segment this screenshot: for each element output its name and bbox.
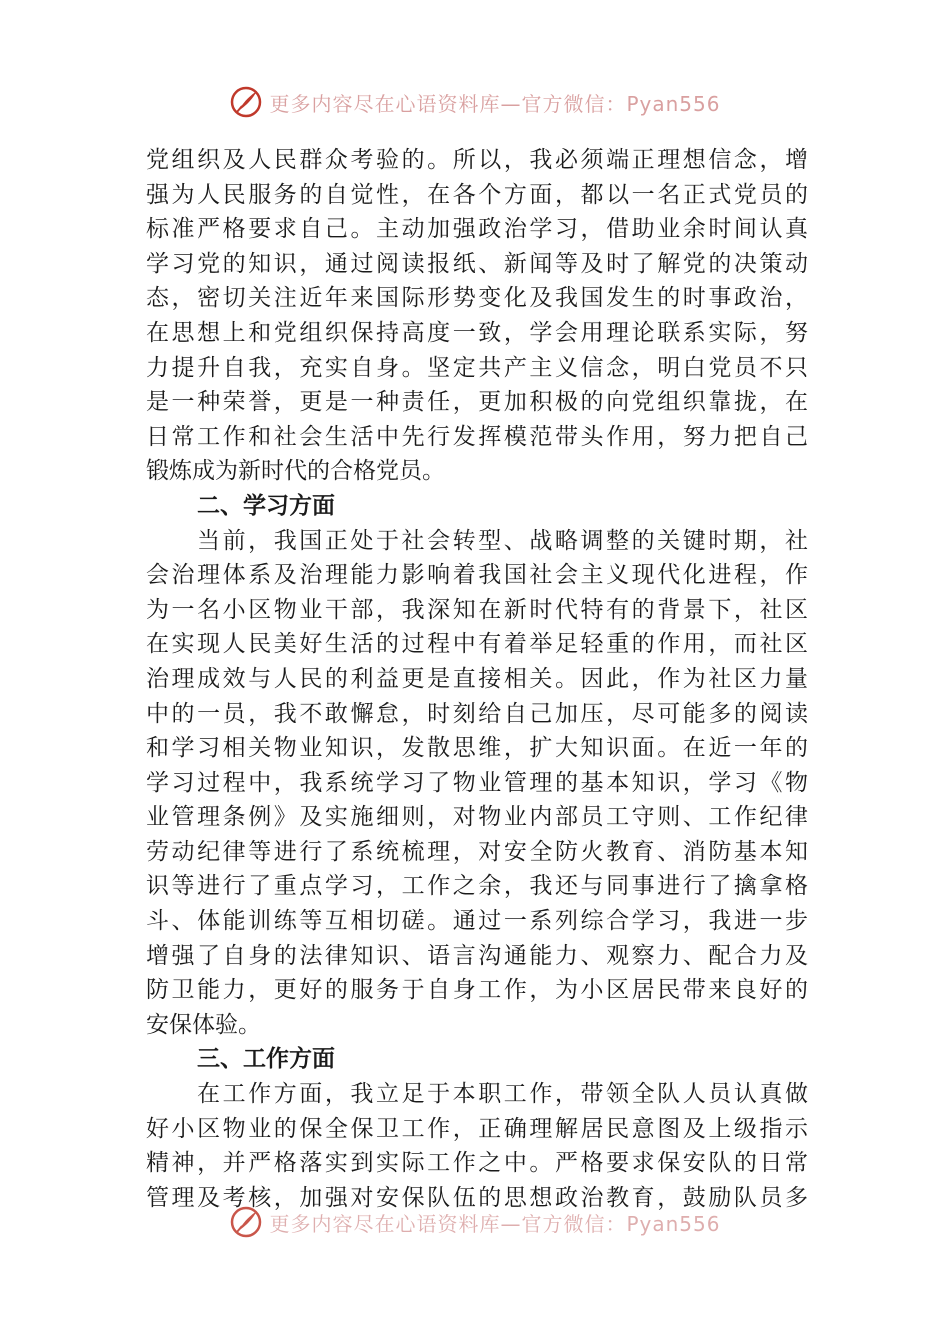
- text-line: 管理及考核，加强对安保队伍的思想政治教育，鼓励队员多: [146, 1184, 808, 1211]
- text-line: 党组织及人民群众考验的。所以，我必须端正理想信念，增: [146, 147, 808, 173]
- text-line: 学习过程中，我系统学习了物业管理的基本知识，学习《物: [146, 769, 808, 796]
- text-line: 治理成效与人民的利益更是直接相关。因此，作为社区力量: [146, 665, 808, 692]
- section-heading-work: 三、工作方面: [197, 1046, 335, 1073]
- section-1-paragraph: [146, 143, 808, 489]
- document-body: [146, 143, 808, 1215]
- text-line: 中的一员，我不敢懈怠，时刻给自己加压，尽可能多的阅读: [146, 700, 808, 727]
- feather-pen-icon: [229, 1205, 263, 1239]
- text-line: 会治理体系及治理能力影响着我国社会主义现代化进程，作: [146, 562, 808, 589]
- text-line: 防卫能力，更好的服务于自身工作，为小区居民带来良好的: [146, 977, 808, 1004]
- text-line: 当前，我国正处于社会转型、战略调整的关键时期，社: [197, 527, 808, 554]
- section-heading-study: 二、学习方面: [197, 492, 335, 519]
- text-line: 在工作方面，我立足于本职工作，带领全队人员认真做: [197, 1081, 808, 1108]
- text-line: 学习党的知识，通过阅读报纸、新闻等及时了解党的决策动: [146, 250, 808, 277]
- footer-watermark: [0, 1202, 950, 1242]
- text-line: 好小区物业的保全保卫工作，正确理解居民意图及上级指示: [146, 1115, 808, 1142]
- text-line: 安保体验。: [146, 1011, 261, 1038]
- text-line: 和学习相关物业知识，发散思维，扩大知识面。在近一年的: [146, 735, 808, 762]
- header-watermark: [0, 82, 950, 122]
- text-line: 精神，并严格落实到实际工作之中。严格要求保安队的日常: [146, 1150, 808, 1177]
- text-line: 力提升自我，充实自身。坚定共产主义信念，明白党员不只: [146, 354, 808, 381]
- text-line: 态，密切关注近年来国际形势变化及我国发生的时事政治，: [146, 285, 808, 312]
- text-line: 在思想上和党组织保持高度一致，学会用理论联系实际，努: [146, 319, 808, 346]
- watermark-text: 更多内容尽在心语资料库—官方微信：Pyan556: [269, 91, 721, 116]
- text-line: 强为人民服务的自觉性，在各个方面，都以一名正式党员的: [146, 181, 808, 208]
- text-line: 日常工作和社会生活中先行发挥模范带头作用，努力把自己: [146, 423, 808, 450]
- text-line: 锻炼成为新时代的合格党员。: [146, 458, 445, 485]
- text-line: 为一名小区物业干部，我深知在新时代特有的背景下，社区: [146, 596, 808, 623]
- text-line: 是一种荣誉，更是一种责任，更加积极的向党组织靠拢，在: [146, 389, 808, 416]
- text-line: 劳动纪律等进行了系统梳理，对安全防火教育、消防基本知: [146, 838, 808, 865]
- section-2-paragraph: [146, 524, 808, 1043]
- text-line: 识等进行了重点学习，工作之余，我还与同事进行了擒拿格: [146, 873, 808, 900]
- feather-pen-icon: [229, 85, 263, 119]
- text-line: 业管理条例》及实施细则，对物业内部员工守则、工作纪律: [146, 804, 808, 831]
- text-line: 斗、体能训练等互相切磋。通过一系列综合学习，我进一步: [146, 908, 808, 935]
- section-3-paragraph: [146, 1077, 808, 1215]
- watermark-text: 更多内容尽在心语资料库—官方微信：Pyan556: [269, 1211, 721, 1236]
- text-line: 增强了自身的法律知识、语言沟通能力、观察力、配合力及: [146, 942, 808, 969]
- text-line: 在实现人民美好生活的过程中有着举足轻重的作用，而社区: [146, 631, 808, 658]
- text-line: 标准严格要求自己。主动加强政治学习，借助业余时间认真: [146, 216, 808, 243]
